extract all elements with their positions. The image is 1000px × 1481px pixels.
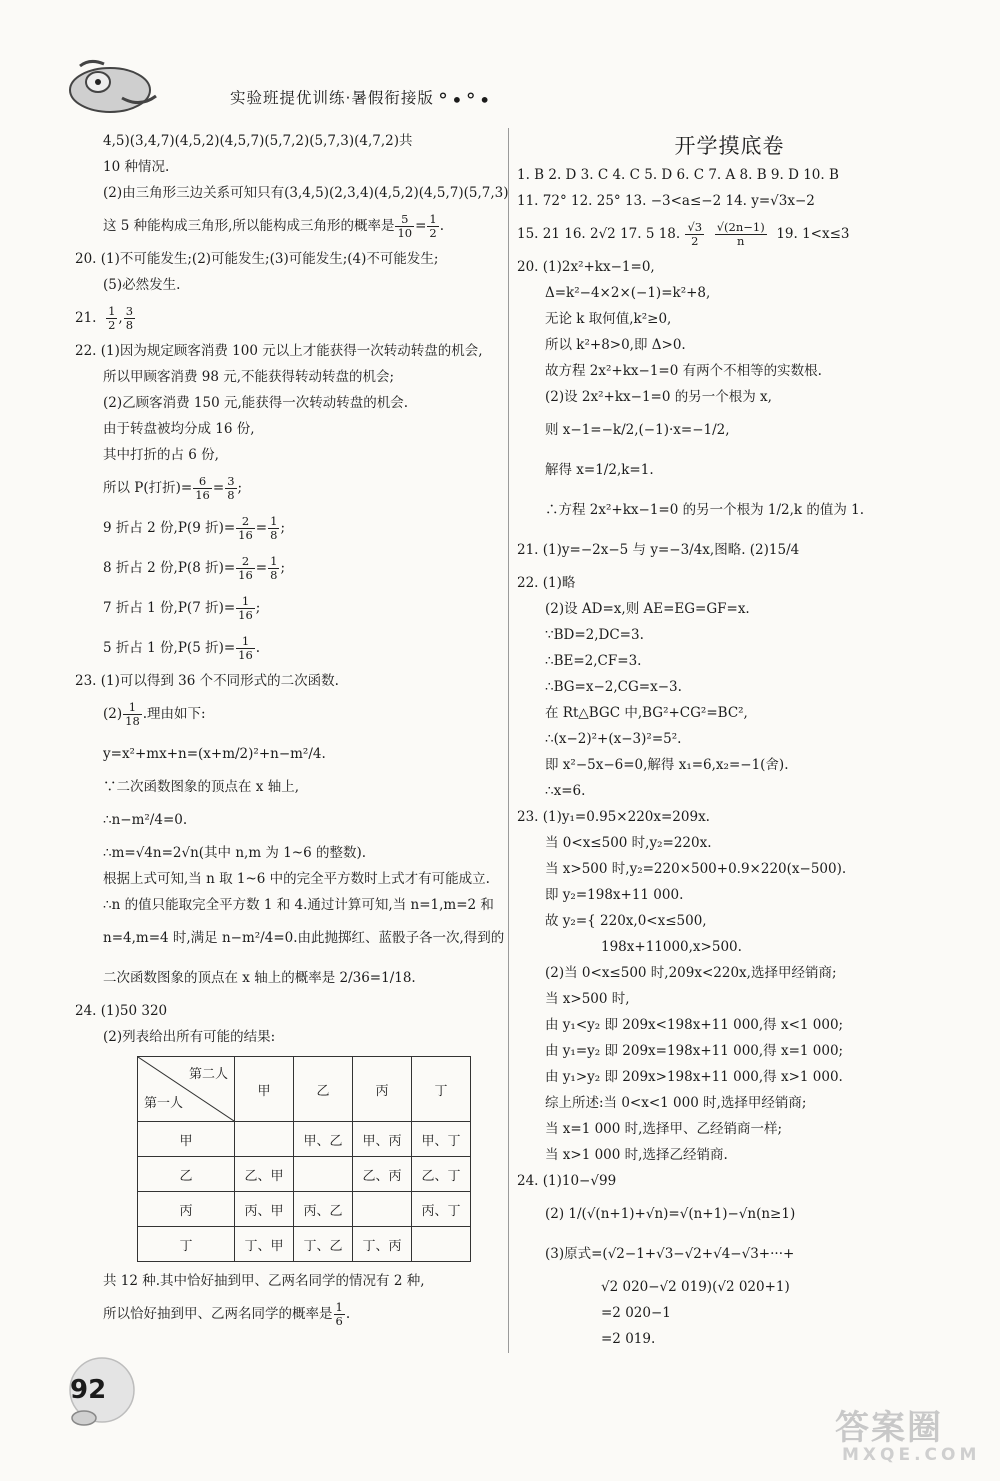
r-q20-line-7: 则 x−1=−k/2,(−1)·x=−1/2, (545, 422, 730, 438)
fraction: $\frac{1}{2}$ (429, 212, 437, 240)
table-header-row (138, 1057, 471, 1122)
q23-line-5: ∴n−m²/4=0. (103, 812, 188, 828)
q23-line-10: 二次函数图象的顶点在 x 轴上的概率是 2/36=1/18. (103, 970, 416, 986)
fraction: $\frac{√(2n-1)}{n}$ (716, 220, 765, 248)
q24-line-1: 24. (1)50 320 (75, 1003, 168, 1019)
fraction: $\frac{1}{18}$ (125, 700, 140, 728)
r-q23-line-5: 故 y₂={ 220x,0<x≤500, (545, 913, 707, 929)
table-corner-cell (138, 1057, 235, 1122)
table-cell: 乙、丙 (353, 1157, 412, 1192)
r-q23-line-6: 198x+11000,x>500. (601, 939, 742, 955)
answers-line-2: 11. 72° 12. 25° 13. −3<a≤−2 14. y=√3x−2 (517, 193, 815, 209)
fraction: $\frac{3}{8}$ (227, 474, 235, 502)
fraction: $\frac{1}{16}$ (238, 594, 253, 622)
fraction: $\frac{1}{8}$ (270, 514, 278, 542)
table-cell: 丙、丁 (412, 1192, 471, 1227)
table-cell: 甲、丁 (412, 1122, 471, 1157)
q22-line-1: 22. (1)因为规定顾客消费 100 元以上才能获得一次转动转盘的机会, (75, 343, 483, 359)
header-title: 实验班提优训练·暑假衔接版 (230, 89, 434, 107)
r-q24-line-1: 24. (1)10−√99 (517, 1173, 617, 1189)
header-second-person: 第二人 (188, 1067, 228, 1082)
fraction: $\frac{1}{16}$ (238, 634, 253, 662)
q19-line-2: 10 种情况. (103, 159, 170, 175)
q23-line-7: 根据上式可知,当 n 取 1~6 中的完全平方数时上式才有可能成立. (103, 871, 490, 887)
table-cell (294, 1157, 353, 1192)
fraction: $\frac{6}{16}$ (195, 474, 210, 502)
table-cell: 丁、甲 (235, 1227, 294, 1262)
q20-line-1: 20. (1)不可能发生;(2)可能发生;(3)可能发生;(4)不可能发生; (75, 251, 439, 267)
q22-line-3: (2)乙顾客消费 150 元,能获得一次转动转盘的机会. (103, 395, 409, 411)
r-q20-line-9: ∴方程 2x²+kx−1=0 的另一个根为 1/2,k 的值为 1. (545, 502, 865, 518)
q23-line-1: 23. (1)可以得到 36 个不同形式的二次函数. (75, 673, 339, 689)
table-cell: 丁、丙 (353, 1227, 412, 1262)
r-q22-line-2: (2)设 AD=x,则 AE=EG=GF=x. (545, 601, 750, 617)
table-row (138, 1227, 471, 1262)
table-row-header: 丁 (138, 1227, 235, 1262)
table-row-header: 乙 (138, 1157, 235, 1192)
r-q23-line-14: 当 x>1 000 时,选择乙经销商. (545, 1147, 728, 1163)
q23-line-9: n=4,m=4 时,满足 n−m²/4=0.由此抛掷红、蓝骰子各一次,得到的 (103, 930, 505, 946)
header-dots: °•°• (438, 88, 494, 112)
r-q20-line-4: 所以 k²+8>0,即 Δ>0. (545, 337, 686, 353)
r-q22-line-5: ∴BG=x−2,CG=x−3. (545, 679, 682, 695)
results-table (137, 1056, 471, 1262)
r-q23-line-7: (2)当 0<x≤500 时,209x<220x,选择甲经销商; (545, 965, 837, 981)
r-q23-line-12: 综上所述:当 0<x<1 000 时,选择甲经销商; (545, 1095, 807, 1111)
q22-line-8: 8 折占 2 份,P(8 折)= $\frac{2}{16}$ = $\frac{1}{8}$ ; (103, 554, 285, 582)
table-cell (412, 1227, 471, 1262)
r-q24-line-5: =2 020−1 (601, 1305, 671, 1321)
r-q20-line-8: 解得 x=1/2,k=1. (545, 462, 654, 478)
q22-line-9: 7 折占 1 份,P(7 折)= $\frac{1}{16}$ ; (103, 594, 261, 622)
r-q22-line-9: ∴x=6. (545, 783, 586, 799)
q23-line-8: ∴n 的值只能取完全平方数 1 和 4.通过计算可知,当 n=1,m=2 和 (103, 897, 494, 913)
left-column (75, 128, 509, 1334)
header (60, 58, 520, 118)
section-title: 开学摸底卷 (674, 134, 785, 158)
fraction: $\frac{1}{2}$ (108, 304, 116, 332)
table-cell (235, 1122, 294, 1157)
r-q20-line-6: (2)设 2x²+kx−1=0 的另一个根为 x, (545, 389, 772, 405)
page-number: 92 (70, 1375, 107, 1405)
watermark-logo: 答案圈 (835, 1408, 943, 1448)
q19-line-3: (2)由三角形三边关系可知只有(3,4,5)(2,3,4)(4,5,2)(4,5,7)(5,7,3) (103, 185, 509, 201)
column-divider (508, 128, 509, 1353)
fraction: $\frac{2}{16}$ (238, 554, 253, 582)
r-q20-line-3: 无论 k 取何值,k²≥0, (545, 311, 672, 327)
q23-line-2: (2) $\frac{1}{18}$ .理由如下: (103, 700, 206, 728)
r-q20-line-2: Δ=k²−4×2×(−1)=k²+8, (545, 285, 711, 301)
table-cell: 乙、甲 (235, 1157, 294, 1192)
r-q22-line-4: ∴BE=2,CF=3. (545, 653, 642, 669)
r-q24-line-4: √2 020−√2 019)(√2 020+1) (601, 1279, 790, 1295)
r-q20-line-5: 故方程 2x²+kx−1=0 有两个不相等的实数根. (545, 363, 822, 379)
r-q22-line-3: ∵BD=2,DC=3. (545, 627, 644, 643)
fraction: $\frac{5}{10}$ (397, 212, 413, 240)
table-col-header: 丁 (412, 1057, 471, 1122)
table-row-header: 丙 (138, 1192, 235, 1227)
fraction: $\frac{1}{8}$ (270, 554, 278, 582)
table-cell: 甲、丙 (353, 1122, 412, 1157)
r-q20-line-1: 20. (1)2x²+kx−1=0, (517, 259, 655, 275)
r-q22-line-6: 在 Rt△BGC 中,BG²+CG²=BC², (545, 705, 748, 721)
r-q24-line-2: (2) 1/(√(n+1)+√n)=√(n+1)−√n(n≥1) (545, 1206, 796, 1222)
table-cell: 丁、乙 (294, 1227, 353, 1262)
r-q23-line-9: 由 y₁<y₂ 即 209x<198x+11 000,得 x<1 000; (545, 1017, 844, 1033)
q19-text: 这 5 种能构成三角形,所以能构成三角形的概率是 (103, 218, 395, 234)
r-q22-line-1: 22. (1)略 (517, 575, 576, 591)
table-row (138, 1157, 471, 1192)
table-cell (353, 1192, 412, 1227)
fraction: $\frac{2}{16}$ (238, 514, 253, 542)
q23-line-4: ∵二次函数图象的顶点在 x 轴上, (103, 779, 299, 795)
table-row (138, 1192, 471, 1227)
table-cell: 甲、乙 (294, 1122, 353, 1157)
r-q23-line-13: 当 x=1 000 时,选择甲、乙经销商一样; (545, 1121, 782, 1137)
table-col-header: 甲 (235, 1057, 294, 1122)
fraction: $\frac{3}{8}$ (125, 304, 134, 332)
q24-line-3: 共 12 种.其中恰好抽到甲、乙两名同学的情况有 2 种, (103, 1273, 425, 1289)
q22-line-2: 所以甲顾客消费 98 元,不能获得转动转盘的机会; (103, 369, 395, 385)
r-q21-line: 21. (1)y=−2x−5 与 y=−3/4x,图略. (2)15/4 (517, 542, 800, 558)
r-q23-line-10: 由 y₁=y₂ 即 209x=198x+11 000,得 x=1 000; (545, 1043, 844, 1059)
q22-line-10: 5 折占 1 份,P(5 折)= $\frac{1}{16}$ . (103, 634, 261, 662)
table-row (138, 1122, 471, 1157)
fraction: $\frac{1}{6}$ (335, 1300, 343, 1328)
q24-line-4: 所以恰好抽到甲、乙两名同学的概率是 $\frac{1}{6}$ . (103, 1300, 351, 1328)
r-q23-line-4: 即 y₂=198x+11 000. (545, 887, 684, 903)
q24-line-2: (2)列表给出所有可能的结果: (103, 1029, 276, 1045)
table-col-header: 乙 (294, 1057, 353, 1122)
r-q24-line-3: (3)原式=(√2−1+√3−√2+√4−√3+···+ (545, 1246, 795, 1262)
fraction: $\frac{√3}{2}$ (687, 220, 703, 248)
q19-line-4: 这 5 种能构成三角形,所以能构成三角形的概率是 $\frac{5}{10}$ = $\frac{1}{2}$ . (103, 212, 445, 240)
r-q23-line-3: 当 x>500 时,y₂=220×500+0.9×220(x−500). (545, 861, 847, 877)
q21-line: 21. $\frac{1}{2}$ , $\frac{3}{8}$ (75, 304, 134, 332)
q22-line-5: 其中打折的占 6 份, (103, 447, 219, 463)
r-q23-line-2: 当 0<x≤500 时,y₂=220x. (545, 835, 712, 851)
r-q23-line-1: 23. (1)y₁=0.95×220x=209x. (517, 809, 710, 825)
r-q24-line-6: =2 019. (601, 1331, 656, 1347)
table-col-header: 丙 (353, 1057, 412, 1122)
r-q22-line-7: ∴(x−2)²+(x−3)²=5². (545, 731, 682, 747)
answers-line-3: 15. 21 16. 2√2 17. 5 18. $\frac{√3}{2}$ $\frac{√(2n-1)}{n}$ 19. 1<x≤3 (517, 220, 850, 248)
answers-line-1: 1. B 2. D 3. C 4. C 5. D 6. C 7. A 8. B 9. D 10. B (517, 167, 839, 183)
mascot-icon (60, 58, 160, 116)
q22-line-4: 由于转盘被均分成 16 份, (103, 421, 255, 437)
q23-line-6: ∴m=√4n=2√n(其中 n,m 为 1~6 的整数). (103, 845, 367, 861)
r-q23-line-8: 当 x>500 时, (545, 991, 630, 1007)
q22-line-7: 9 折占 2 份,P(9 折)= $\frac{2}{16}$ = $\frac{1}{8}$ ; (103, 514, 285, 542)
q20-line-2: (5)必然发生. (103, 277, 181, 293)
table-cell: 乙、丁 (412, 1157, 471, 1192)
right-column (517, 128, 942, 1352)
table-row-header: 甲 (138, 1122, 235, 1157)
watermark-url: MXQE.COM (842, 1445, 981, 1465)
table-cell: 丙、乙 (294, 1192, 353, 1227)
header-first-person: 第一人 (144, 1096, 184, 1111)
q22-line-6: 所以 P(打折)= $\frac{6}{16}$ = $\frac{3}{8}$ ; (103, 474, 243, 502)
r-q23-line-11: 由 y₁>y₂ 即 209x>198x+11 000,得 x>1 000. (545, 1069, 843, 1085)
q19-line-1: 4,5)(3,4,7)(4,5,2)(4,5,7)(5,7,2)(5,7,3)(4,7,2)共 (103, 133, 413, 149)
r-q22-line-8: 即 x²−5x−6=0,解得 x₁=6,x₂=−1(舍). (545, 757, 789, 773)
table-cell: 丙、甲 (235, 1192, 294, 1227)
q23-line-3: y=x²+mx+n=(x+m/2)²+n−m²/4. (103, 746, 326, 762)
